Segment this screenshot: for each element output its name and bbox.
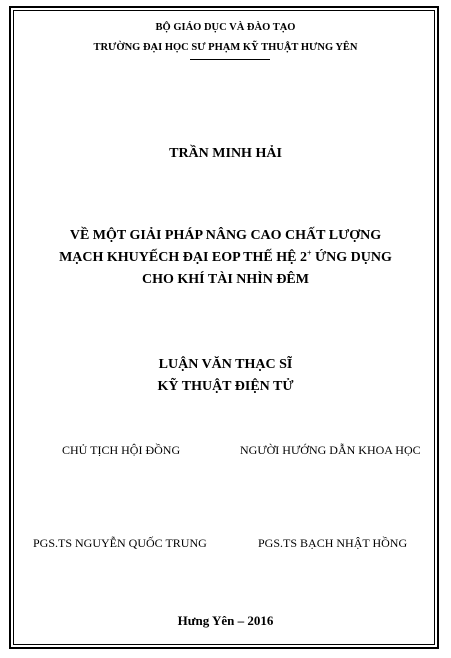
committee-chair-name: PGS.TS NGUYỄN QUỐC TRUNG	[33, 536, 207, 550]
degree-major: KỸ THUẬT ĐIỆN TỬ	[157, 379, 294, 394]
scientific-advisor-name: PGS.TS BẠCH NHẬT HỒNG	[258, 536, 408, 550]
title-line-2-superscript: +	[306, 248, 312, 258]
thesis-title-line-2	[0, 250, 451, 266]
title-line-2-main: MẠCH KHUYẾCH ĐẠI EOP THẾ HỆ 2	[59, 250, 307, 265]
thesis-title-line-3: CHO KHÍ TÀI NHÌN ĐÊM	[142, 272, 309, 287]
place-and-year: Hưng Yên – 2016	[177, 613, 274, 628]
committee-chair-label: CHỦ TỊCH HỘI ĐỒNG	[62, 443, 181, 457]
title-line-2-tail: ỨNG DỤNG	[311, 250, 392, 265]
scientific-advisor-label: NGƯỜI HƯỚNG DẪN KHOA HỌC	[240, 443, 421, 457]
university-name: TRƯỜNG ĐẠI HỌC SƯ PHẠM KỸ THUẬT HƯNG YÊN	[93, 42, 358, 53]
author-name: TRẦN MINH HẢI	[169, 146, 282, 161]
thesis-title-line-1: VỀ MỘT GIẢI PHÁP NÂNG CAO CHẤT LƯỢNG	[69, 228, 382, 243]
degree-type: LUẬN VĂN THẠC SĨ	[158, 357, 293, 372]
header-divider	[190, 59, 270, 60]
ministry-name: BỘ GIÁO DỤC VÀ ĐÀO TẠO	[155, 22, 296, 33]
